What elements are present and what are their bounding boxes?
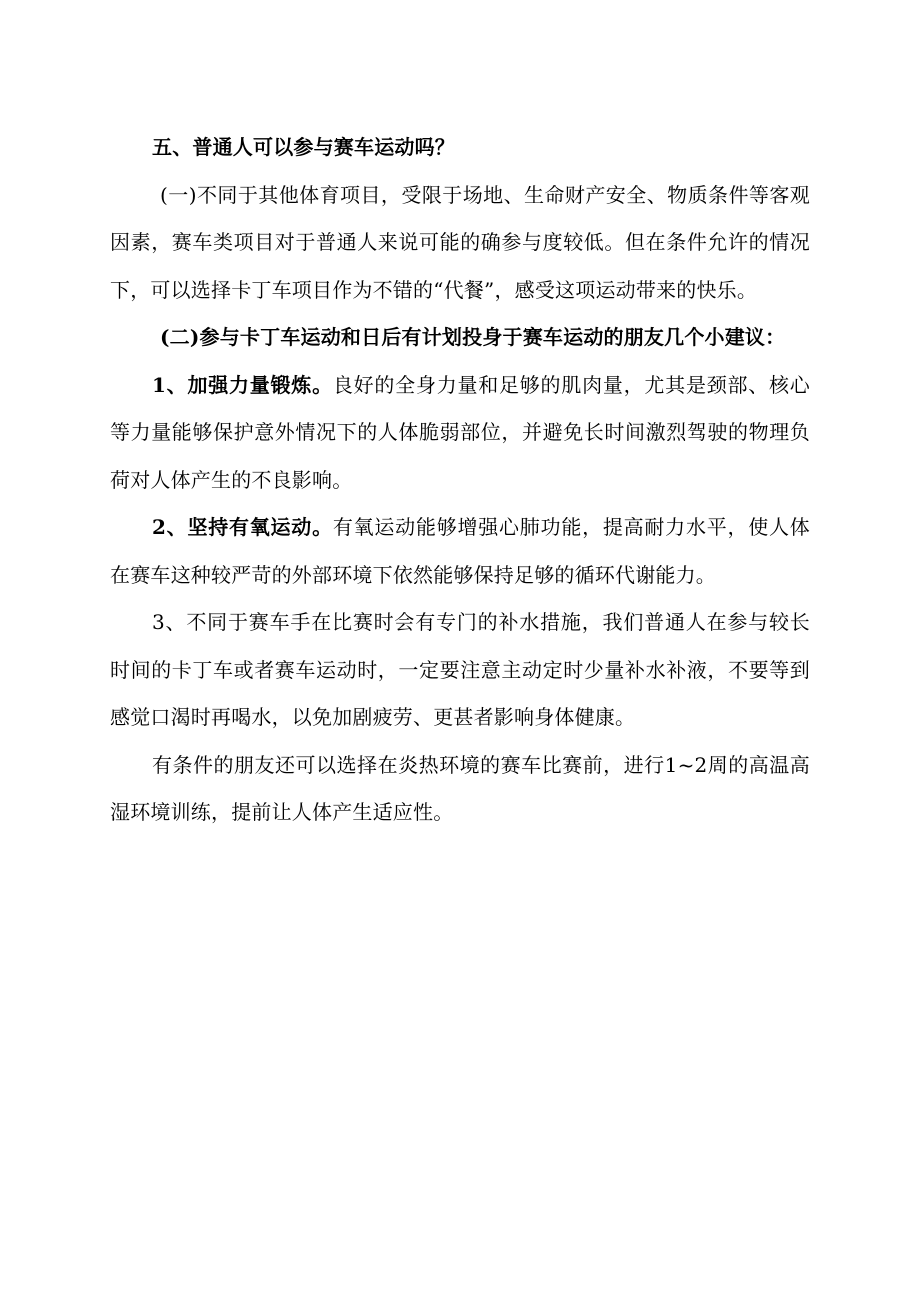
paragraph-section-1: [110, 172, 810, 315]
tip-1-lead: 1、加强力量锻炼。: [152, 372, 333, 397]
section-2-label: (二): [160, 325, 200, 349]
tip-3-text: 不同于赛车手在比赛时会有专门的补水措施，我们普通人在参与较长时间的卡丁车或者赛车运动时，一定要注意主动定时少量补水补液，不要等到感觉口渴时再喝水，以免加剧疲劳、更甚者影响身体健康。: [110, 610, 811, 729]
section-2-text: 参与卡丁车运动和日后有计划投身于赛车运动的朋友几个小建议：: [199, 325, 786, 349]
tip-1-text: 良好的全身力量和足够的肌肉量，尤其是颈部、核心等力量能够保护意外情况下的人体脆弱部位，并避免长时间激烈驾驶的物理负荷对人体产生的不良影响。: [110, 372, 811, 492]
tip-2-lead: 2、坚持有氧运动。: [152, 515, 333, 539]
paragraph-closing: [110, 742, 810, 837]
tip-3-lead: 3、: [152, 610, 187, 634]
heading-text: 五、普通人可以参与赛车运动吗？: [152, 135, 455, 159]
paragraph-tip-2: [110, 504, 810, 599]
section-1-label: (一): [160, 182, 197, 207]
paragraph-tip-1: [110, 362, 810, 505]
paragraph-tip-3: [110, 599, 810, 742]
closing-text: 有条件的朋友还可以选择在炎热环境的赛车比赛前，进行1~2周的高温高湿环境训练，提前让人体产生适应性。: [110, 752, 810, 824]
tip-2-text: 有氧运动能够增强心肺功能，提高耐力水平，使人体在赛车这种较严苛的外部环境下依然能够保持足够的循环代谢能力。: [110, 515, 811, 587]
document-body: [110, 124, 810, 837]
section-heading: [110, 124, 810, 172]
paragraph-section-2: [110, 314, 810, 362]
section-1-text: 不同于其他体育项目，受限于场地、生命财产安全、物质条件等客观因素，赛车类项目对于普通人来说可能的确参与度较低。但在条件允许的情况下，可以选择卡丁车项目作为不错的“代餐”，感受这项运动带来的快乐。: [110, 182, 810, 302]
